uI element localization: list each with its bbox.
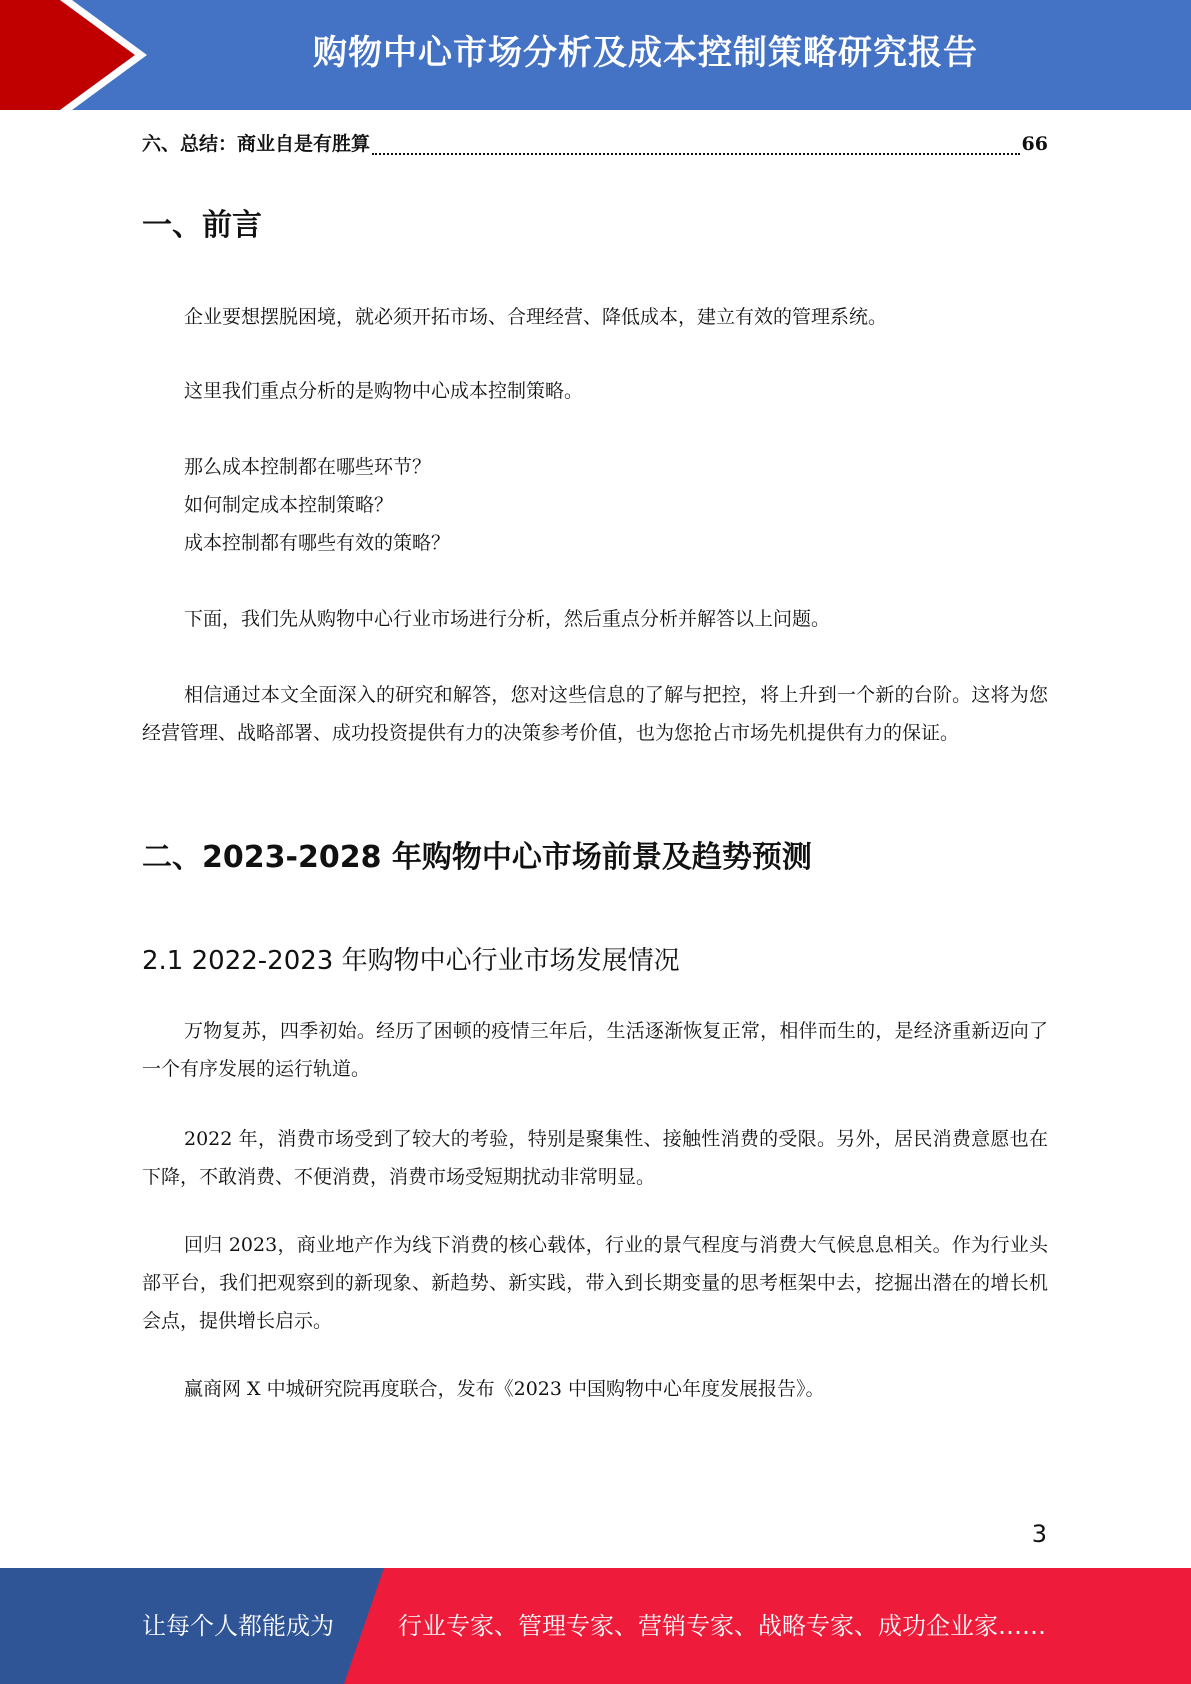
section1-heading: 一、前言 <box>142 208 262 243</box>
report-title: 购物中心市场分析及成本控制策略研究报告 <box>313 33 978 73</box>
section1-question: 那么成本控制都在哪些环节？ <box>184 456 432 478</box>
header-arrow-decoration <box>0 0 160 110</box>
section1-question: 如何制定成本控制策略？ <box>184 494 394 516</box>
section1-question: 成本控制都有哪些有效的策略？ <box>184 532 451 554</box>
section1-paragraph: 这里我们重点分析的是购物中心成本控制策略。 <box>184 380 584 402</box>
toc-entry-page: 66 <box>1021 133 1048 155</box>
section2-paragraph: 回归 2023，商业地产作为线下消费的核心载体，行业的景气程度与消费大气候息息相关。作为行业头部平台，我们把观察到的新现象、新趋势、新实践，带入到长期变量的思考框架中去，挖掘出潜在的增长机会点，提供增长启示。 <box>142 1234 1048 1332</box>
footer-slogan-left: 让每个人都能成为 <box>142 1612 334 1640</box>
header-banner <box>0 0 1191 110</box>
section2-subheading: 2.1 2022-2023 年购物中心行业市场发展情况 <box>142 946 680 976</box>
section1-paragraph: 企业要想摆脱困境，就必须开拓市场、合理经营、降低成本，建立有效的管理系统。 <box>184 306 888 328</box>
page-number: 3 <box>1031 1520 1047 1548</box>
section1-paragraph: 下面，我们先从购物中心行业市场进行分析，然后重点分析并解答以上问题。 <box>184 608 831 630</box>
toc-entry[interactable] <box>142 129 1048 159</box>
toc-entry-label: 六、总结：商业自是有胜算 <box>142 133 371 155</box>
section2-heading: 二、2023-2028 年购物中心市场前景及趋势预测 <box>142 840 812 875</box>
footer-slogan-right: 行业专家、管理专家、营销专家、战略专家、成功企业家…… <box>398 1612 1046 1640</box>
section1-paragraph: 相信通过本文全面深入的研究和解答，您对这些信息的了解与把控，将上升到一个新的台阶。这将为您经营管理、战略部署、成功投资提供有力的决策参考价值，也为您抢占市场先机提供有力的保证。 <box>142 684 1048 744</box>
section2-paragraph: 万物复苏，四季初始。经历了困顿的疫情三年后，生活逐渐恢复正常，相伴而生的，是经济重新迈向了一个有序发展的运行轨道。 <box>142 1020 1048 1080</box>
section2-paragraph: 赢商网 X 中城研究院再度联合，发布《2023 中国购物中心年度发展报告》。 <box>184 1378 825 1400</box>
footer-banner <box>0 1568 1191 1684</box>
toc-leader-dots <box>372 139 1020 155</box>
section2-paragraph: 2022 年，消费市场受到了较大的考验，特别是聚集性、接触性消费的受限。另外，居民消费意愿也在下降，不敢消费、不便消费，消费市场受短期扰动非常明显。 <box>142 1128 1048 1188</box>
